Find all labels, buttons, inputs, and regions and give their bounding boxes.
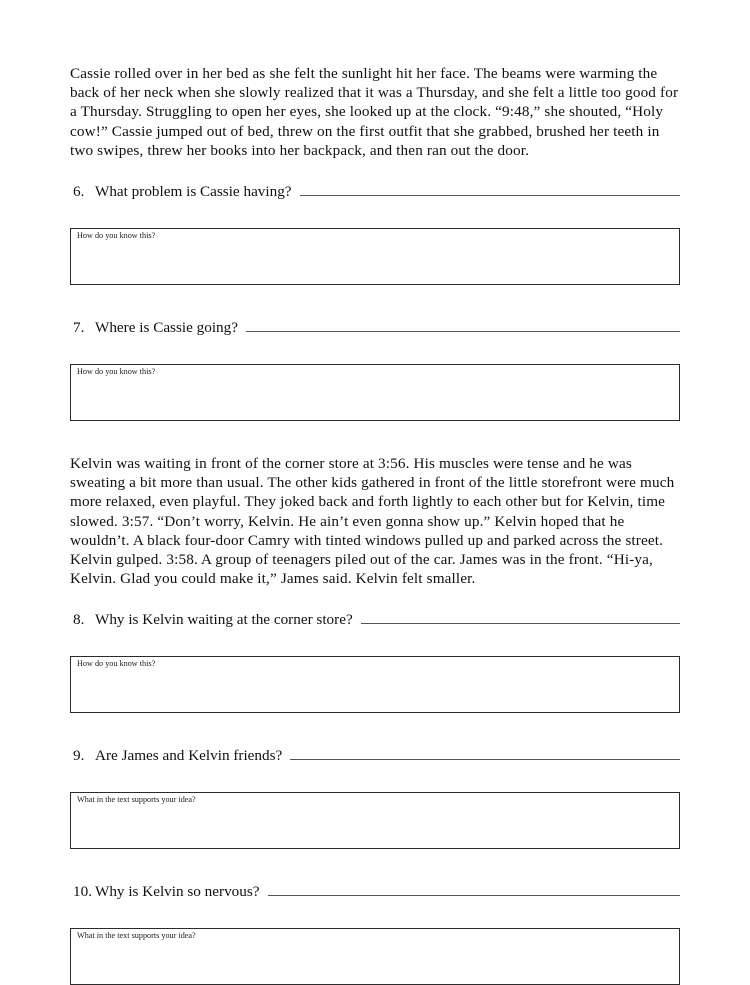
question-text-7: Where is Cassie going? <box>95 319 238 337</box>
evidence-box-6[interactable] <box>70 228 680 285</box>
evidence-prompt-10: What in the text supports your idea? <box>77 931 196 941</box>
spacer <box>70 849 680 882</box>
answer-line-10[interactable] <box>268 882 680 896</box>
question-number-7: 7. <box>73 319 85 337</box>
evidence-box-7[interactable] <box>70 364 680 421</box>
evidence-prompt-7: How do you know this? <box>77 367 156 377</box>
spacer <box>70 337 680 364</box>
evidence-box-10[interactable] <box>70 928 680 985</box>
spacer <box>70 713 680 746</box>
question-number-9: 9. <box>73 747 85 765</box>
question-text-8: Why is Kelvin waiting at the corner store? <box>95 611 353 629</box>
evidence-box-8[interactable] <box>70 656 680 713</box>
answer-line-9[interactable] <box>290 746 680 760</box>
spacer <box>70 765 680 792</box>
question-row-8 <box>70 610 680 629</box>
spacer <box>70 160 680 182</box>
question-row-10 <box>70 882 680 901</box>
passage-kelvin: Kelvin was waiting in front of the corner store at 3:56. His muscles were tense and he was sweating a bit more than usual. The other kids gathered in front of the little storefront were much more relaxed, even playful. They joked back and forth lightly to each other but for Kelvin, time slowed. 3:57. “Don’t worry, Kelvin. He ain’t even gonna show up.” Kelvin hoped that he wouldn’t. A black four-door Camry with tinted windows pulled up and parked across the street. Kelvin gulped. 3:58. A group of teenagers piled out of the car. James was in the front. “Hi-ya, Kelvin. Glad you could make it,” James said. Kelvin felt smaller. <box>70 455 675 588</box>
evidence-box-9[interactable] <box>70 792 680 849</box>
answer-line-6[interactable] <box>300 182 680 196</box>
answer-line-8[interactable] <box>361 610 680 624</box>
question-row-9 <box>70 746 680 765</box>
evidence-prompt-6: How do you know this? <box>77 231 156 241</box>
spacer <box>70 588 680 610</box>
question-number-10: 10. <box>73 883 92 901</box>
spacer <box>70 285 680 318</box>
evidence-prompt-9: What in the text supports your idea? <box>77 795 196 805</box>
spacer <box>70 201 680 228</box>
spacer <box>70 421 680 454</box>
question-row-7 <box>70 318 680 337</box>
spacer <box>70 901 680 928</box>
question-text-6: What problem is Cassie having? <box>95 183 292 201</box>
question-number-6: 6. <box>73 183 85 201</box>
answer-line-7[interactable] <box>246 318 680 332</box>
question-row-6 <box>70 182 680 201</box>
passage-cassie: Cassie rolled over in her bed as she felt the sunlight hit her face. The beams were warming the back of her neck when she slowly realized that it was a Thursday, and she felt a little too good for a Thursday. Struggling to open her eyes, she looked up at the clock. “9:48,” she shouted, “Holy cow!” Cassie jumped out of bed, threw on the first outfit that she grabbed, brushed her teeth in two swipes, threw her books into her backpack, and then ran out the door. <box>70 65 679 159</box>
question-text-10: Why is Kelvin so nervous? <box>95 883 260 901</box>
evidence-prompt-8: How do you know this? <box>77 659 156 669</box>
question-number-8: 8. <box>73 611 85 629</box>
worksheet-content <box>70 64 680 985</box>
question-text-9: Are James and Kelvin friends? <box>95 747 283 765</box>
spacer <box>70 629 680 656</box>
